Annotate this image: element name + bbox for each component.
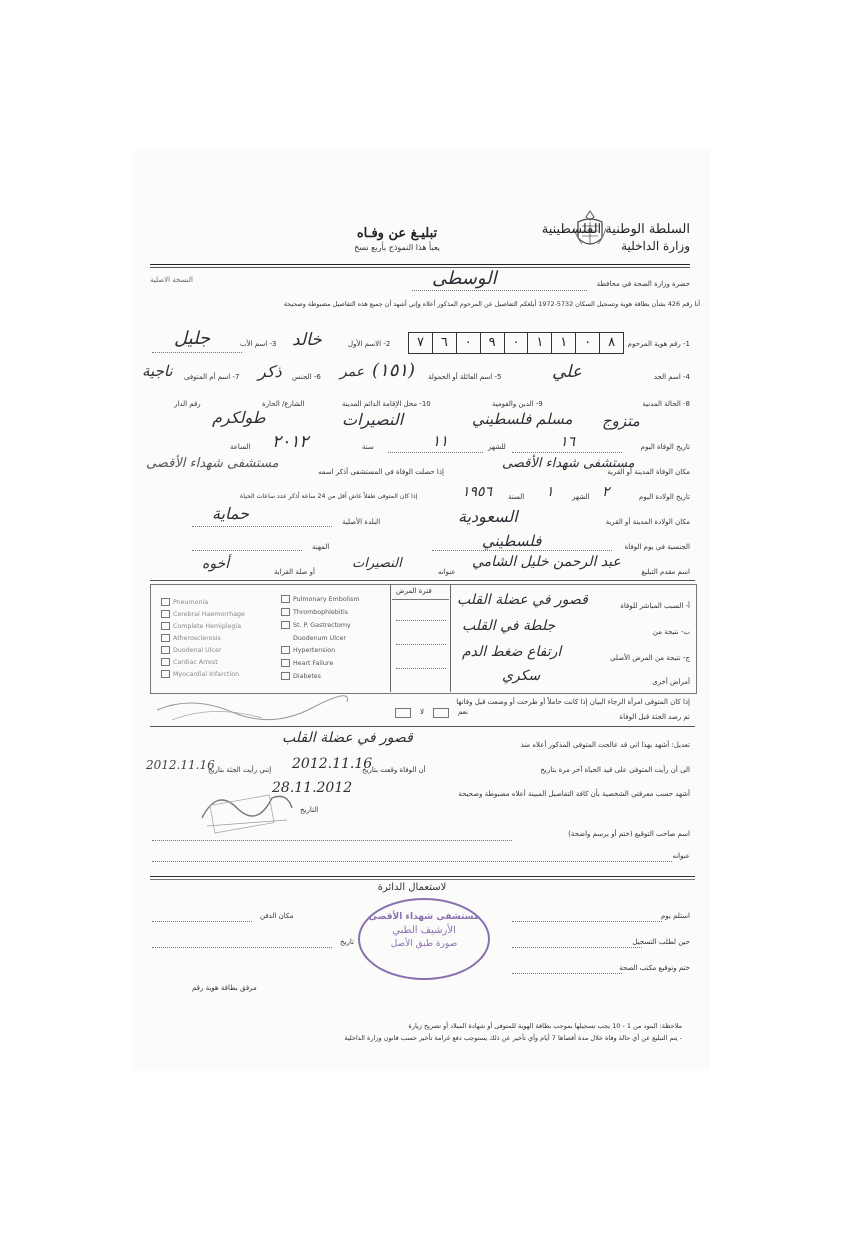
pregnancy-yes-checkbox[interactable] — [433, 708, 449, 718]
death-month-label: للشهر — [488, 443, 506, 451]
certification-date-label: التاريخ — [300, 806, 319, 814]
doctor-signature — [192, 778, 302, 838]
id-digit: ١ — [551, 333, 575, 353]
checkbox[interactable] — [161, 658, 170, 666]
id-digit: ٨ — [599, 333, 623, 353]
governorate-handwritten: الوسطى — [432, 268, 497, 289]
civil-status-label: 8- الحالة المدنية — [642, 400, 690, 408]
disease-item: Cerebral Haemorrhage — [173, 611, 245, 618]
pregnancy-question: إذا كان المتوفى امرأة الرجاء البيان إذا كانت حاملاً أو طرحت أو وضعت قبل وفاتها — [456, 698, 690, 706]
disease-item: Duodenum Ulcer — [293, 635, 346, 642]
illness-period-header: فترة المرض — [396, 587, 432, 595]
office-date-label: تاريخ — [340, 938, 354, 946]
civil-status-handwritten: متزوج — [602, 412, 640, 430]
form-subtitle: يعبأ هذا النموذج بأربع نسخ — [354, 243, 440, 252]
grandfather-handwritten: علي — [552, 362, 582, 382]
relation-handwritten: أخوه — [202, 556, 230, 572]
death-year-label: سنة — [362, 443, 374, 451]
nationality-handwritten: فلسطيني — [482, 532, 542, 550]
house-number-label: رقم الدار — [174, 400, 201, 408]
checkbox[interactable] — [281, 595, 290, 603]
origin-label: البلدة الأصلية — [342, 518, 381, 526]
burial-place-label: مكان الدفن — [260, 912, 294, 920]
death-place-note: إذا حصلت الوفاة في المستشفى أذكر اسمه — [318, 468, 444, 476]
street-handwritten: طولكرم — [212, 408, 266, 427]
sex-handwritten: ذكر — [258, 362, 282, 381]
stamp-archive-label: الأرشيف الطبي — [392, 925, 456, 936]
cause-line-d-label: أمراض أخرى — [652, 678, 690, 686]
birth-month-label: الشهر — [572, 493, 590, 501]
disease-item: Thrombophlebitis — [293, 609, 348, 616]
death-year-handwritten: ٢٠١٢ — [272, 432, 309, 452]
checkbox[interactable] — [161, 634, 170, 642]
id-digit: ٧ — [416, 335, 424, 350]
father-label: 3- اسم الأب — [240, 340, 277, 348]
checkbox[interactable] — [161, 646, 170, 654]
checkbox[interactable] — [281, 621, 290, 629]
registration-request-label: حين لطلب التسجيل — [632, 938, 690, 946]
occupation-label: المهنة — [312, 543, 330, 551]
mother-label: 7- اسم أم المتوفى — [184, 373, 240, 381]
family-label: 5- اسم العائلة أو الحمولة — [428, 373, 502, 381]
death-place-handwritten: مستشفى شهداء الأقصى — [502, 456, 635, 471]
disease-item: Cardiac Arrest — [173, 659, 218, 666]
first-name-label: 2- الاسم الأول — [348, 340, 391, 348]
id-digit: ٩ — [480, 333, 504, 353]
faint-scribble — [152, 690, 352, 730]
birth-place-handwritten: السعودية — [458, 507, 518, 526]
cause-c-handwritten: ارتفاع ضغط الدم — [462, 644, 562, 660]
form-sheet — [132, 150, 710, 1070]
birth-date-label: تاريخ الولادة اليوم — [639, 493, 690, 501]
infant-note: إذا كان المتوفى طفلاً عاش أقل من 24 ساعة أذكر عدد ساعات الحياة — [240, 493, 418, 500]
id-digit: ٦ — [432, 333, 456, 353]
stamp-hospital-name: مستشفى شهداء الأقصى — [368, 912, 480, 922]
treatment-handwritten: قصور في عضلة القلب — [282, 730, 413, 746]
religion-label: 9- الدين والقومية — [492, 400, 543, 408]
disease-item: Myocardial Infarction — [173, 671, 240, 678]
pregnancy-no-label: لا — [420, 708, 424, 716]
cause-d-handwritten: سكري — [502, 668, 541, 684]
pregnancy-no-checkbox[interactable] — [395, 708, 411, 718]
id-digit: ٠ — [456, 333, 480, 353]
cause-b-handwritten: جلطة في القلب — [462, 618, 556, 634]
corpse-seen-handwritten: 2012.11.16 — [146, 758, 215, 772]
intro-statement: أنا رقم 426 بشأن بطاقة هوية وتسجيل السكان 5732-1972 أبلغكم التفاصيل عن المرحوم المذكور أعلاه وإني أشهد أن جميع هذه التفاصيل مضبوطة وصحيحة — [283, 300, 700, 308]
nationality-label: الجنسية في يوم الوفاة — [624, 543, 690, 551]
birth-year-label: السنة — [508, 493, 525, 501]
received-label: استلم يوم — [660, 912, 690, 920]
signer-address-label: عنوانه — [672, 852, 690, 860]
disease-item: Heart Failure — [293, 660, 334, 667]
note-line-1: ملاحظة: البنود من 1 - 10 يجب تسجيلها بموجب بطاقة الهوية للمتوفى أو شهادة الميلاد أو تصريح زيارة — [408, 1022, 682, 1030]
grandfather-label: 4- اسم الجد — [653, 373, 690, 381]
id-digit-boxes — [408, 332, 624, 354]
disease-item: St. P. Gastrectomy — [293, 622, 351, 629]
checkbox[interactable] — [161, 610, 170, 618]
cause-line-b-label: ب- نتيجة من — [652, 628, 690, 636]
cause-a-handwritten: قصور في عضلة القلب — [457, 592, 588, 608]
birth-day-handwritten: ٢ — [602, 484, 610, 500]
death-place-handwritten-2: مستشفى شهداء الأقصى — [146, 456, 279, 471]
id-digit: ٠ — [504, 333, 528, 353]
relation-label: أو صلة القرابة — [274, 568, 315, 576]
note-line-2: - يتم التبليغ عن أي حالة وفاة خلال مدة أقصاها 7 أيام وأي تأخير عن ذلك يستوجب دفع غرامة تأخير حسب قانون وزارة الداخلية — [344, 1034, 682, 1042]
cause-line-a-label: أ- السبب المباشر للوفاة — [620, 602, 690, 610]
informant-address-label: عنوانه — [438, 568, 456, 576]
id-digit: ٠ — [575, 333, 599, 353]
death-date-label: تاريخ الوفاة اليوم — [640, 443, 690, 451]
death-occurred-handwritten: 2012.11.16 — [292, 756, 373, 772]
office-use-title: لاستعمال الدائرة — [377, 882, 447, 893]
disease-item: Pulmonary Embolism — [293, 596, 360, 603]
hospital-archive-stamp — [358, 898, 490, 980]
checkbox[interactable] — [161, 670, 170, 678]
death-day-handwritten: ١٦ — [560, 434, 576, 450]
age-handwritten: عمر — [340, 364, 365, 380]
residence-label: 10- محل الإقامة الدائم المدينة — [342, 400, 431, 408]
treatment-statement: تعديل: أشهد بهذا اني قد عالجت المتوفى المذكور أعلاه منذ — [520, 741, 690, 749]
death-month-handwritten: ١١ — [432, 432, 449, 450]
disease-item: Atherosclerosis — [173, 635, 221, 642]
copy-label: النسخة الاصلية — [150, 276, 193, 284]
ministry-name: وزارة الداخلية — [621, 239, 690, 253]
cause-line-c-label: ج- نتيجة من المرض الأصلي — [610, 654, 690, 662]
sex-label: 6- الجنس — [292, 373, 321, 381]
father-handwritten: جليل — [174, 328, 211, 349]
id-label: 1- رقم هوية المرحوم — [627, 340, 690, 348]
birth-place-label: مكان الولادة المدينة أو القرية — [605, 518, 690, 526]
disease-item: Diabetes — [293, 673, 321, 680]
checkbox[interactable] — [281, 672, 290, 680]
checkbox[interactable] — [161, 622, 170, 630]
disease-item: Complete Hemiplegia — [173, 623, 242, 630]
id-digit: ١ — [527, 333, 551, 353]
form-title: تبليـغ عن وفـاه — [356, 226, 438, 241]
origin-handwritten: حماية — [212, 504, 250, 523]
checkbox[interactable] — [281, 608, 290, 616]
health-office-stamp-label: ختم وتوقيع مكتب الصحة — [619, 964, 690, 972]
correctness-statement: أشهد حسب معرفتي الشخصية بأن كافة التفاصيل المبينة أعلاه مضبوطة وصحيحة — [458, 790, 690, 798]
family-handwritten: (١٥١) — [372, 360, 416, 381]
birth-year-handwritten: ١٩٥٦ — [462, 484, 493, 500]
birth-month-handwritten: ١ — [546, 484, 554, 500]
stamp-true-copy-label: صورة طبق الأصل — [390, 939, 458, 949]
informant-address-handwritten: النصيرات — [352, 556, 402, 571]
religion-handwritten: مسلم فلسطيني — [472, 410, 573, 428]
informant-handwritten: عبد الرحمن خليل الشامي — [472, 554, 621, 570]
id-card-attached-label: مرفق بطاقة هوية رقم — [192, 984, 257, 992]
residence-handwritten: النصيرات — [342, 410, 404, 429]
checkbox[interactable] — [161, 598, 170, 606]
mother-handwritten: ناجية — [142, 362, 173, 380]
certification-date-handwritten: 28.11.2012 — [272, 780, 353, 796]
disease-item: Pneumonia — [173, 599, 209, 606]
disease-item: Duodenal Ulcer — [173, 647, 222, 654]
death-occurred-label: أن الوفاة وقعت بتاريخ — [362, 766, 426, 774]
addressee-label: حضرة وزارة الصحة في محافظة — [596, 280, 690, 288]
disease-item: Hypertension — [293, 647, 336, 654]
corpse-seen-label: إنني رأيت الجثة بتاريخ — [208, 766, 272, 774]
signer-name-label: اسم صاحب التوقيع (ختم أو يرسم واضحة) — [568, 830, 690, 838]
last-seen-statement: الى أن رأيت المتوفى على قيد الحياة آخر مرة بتاريخ — [540, 766, 690, 774]
informant-label: اسم مقدم التبليغ — [641, 568, 690, 576]
street-label: الشارع/ الحارة — [262, 400, 305, 408]
checkbox[interactable] — [281, 646, 290, 654]
corpse-check-label: تم رصد الجثة قبل الوفاة — [619, 713, 690, 721]
checkbox[interactable] — [281, 659, 290, 667]
first-name-handwritten: خالد — [292, 330, 322, 350]
pregnancy-yes-label: نعم — [458, 708, 468, 716]
authority-name: السلطة الوطنية الفلسطينية — [541, 222, 690, 237]
death-place-label: مكان الوفاة المدينة أو القرية — [607, 468, 690, 476]
death-hour-label: الساعة — [230, 443, 251, 451]
